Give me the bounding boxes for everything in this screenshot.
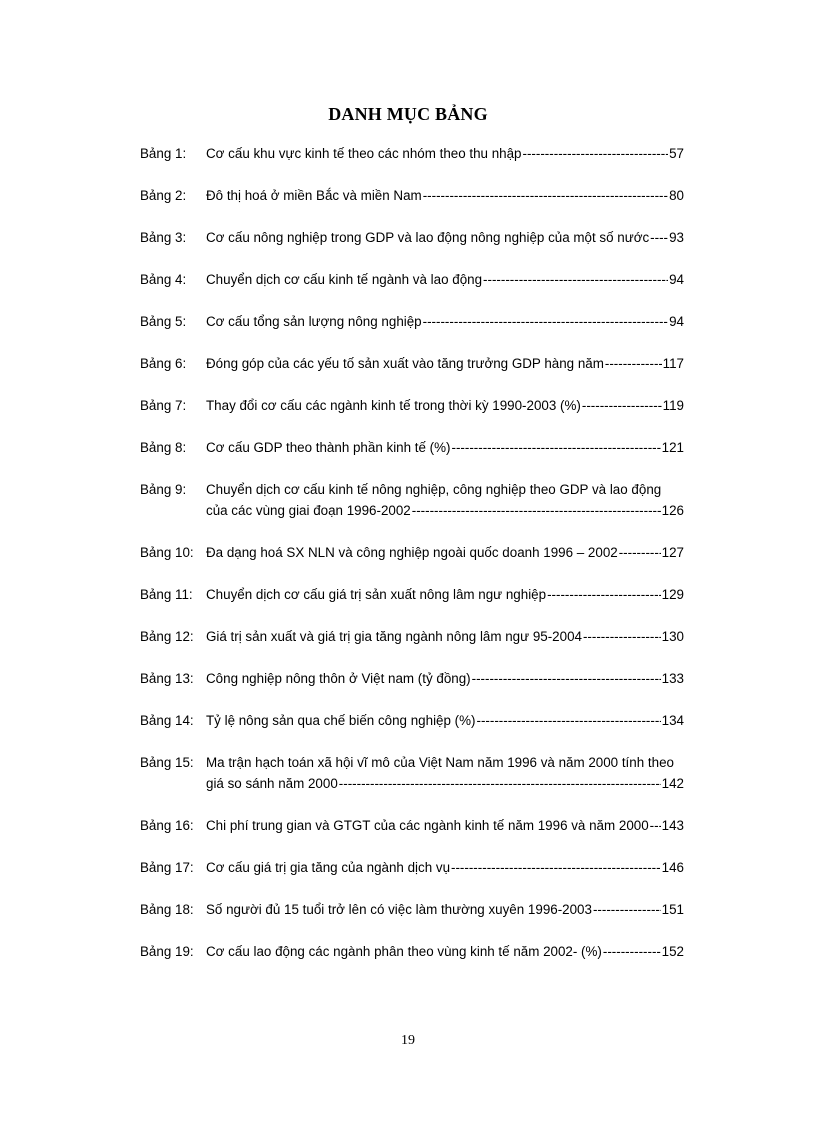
entry-page-number: 119 <box>662 398 684 413</box>
toc-entry[interactable] <box>140 185 684 206</box>
dot-leader <box>547 584 661 605</box>
entry-title: Thay đổi cơ cấu các ngành kinh tế trong thời kỳ 1990-2003 (%) <box>206 398 581 413</box>
entry-page-number: 126 <box>661 503 684 518</box>
dot-leader <box>603 941 661 962</box>
toc-entry[interactable] <box>140 227 684 248</box>
table-of-contents <box>140 143 684 983</box>
entry-label: Bảng 16: <box>140 818 194 833</box>
toc-entry[interactable] <box>140 395 684 416</box>
entry-page-number: 152 <box>661 944 684 959</box>
entry-title-line2: giá so sánh năm 2000 <box>206 776 338 791</box>
entry-page-number: 80 <box>669 188 684 203</box>
dot-leader <box>619 542 661 563</box>
toc-entry[interactable] <box>140 269 684 290</box>
dot-leader <box>582 395 662 416</box>
dot-leader <box>650 227 668 248</box>
entry-label: Bảng 13: <box>140 671 194 686</box>
entry-page-number: 143 <box>661 818 684 833</box>
entry-label: Bảng 8: <box>140 440 187 455</box>
entry-page-number: 133 <box>661 671 684 686</box>
entry-title: Cơ cấu khu vực kinh tế theo các nhóm theo thu nhập <box>206 146 522 161</box>
entry-label: Bảng 14: <box>140 713 194 728</box>
toc-entry[interactable] <box>140 710 684 731</box>
entry-page-number: 127 <box>661 545 684 560</box>
dot-leader <box>650 815 661 836</box>
entry-title: Cơ cấu nông nghiệp trong GDP và lao động nông nghiệp của một số nước <box>206 230 650 245</box>
dot-leader <box>483 269 668 290</box>
toc-entry[interactable] <box>140 941 684 962</box>
entry-title: Tỷ lệ nông sản qua chế biến công nghiệp (%) <box>206 713 476 728</box>
page-number: 19 <box>401 1033 415 1048</box>
page-title: DANH MỤC BẢNG <box>328 104 488 124</box>
toc-entry[interactable] <box>140 752 684 794</box>
toc-entry[interactable] <box>140 437 684 458</box>
dot-leader <box>339 773 661 794</box>
entry-title: Cơ cấu tổng sản lượng nông nghiệp <box>206 314 422 329</box>
entry-label: Bảng 17: <box>140 860 194 875</box>
toc-entry[interactable] <box>140 353 684 374</box>
entry-page-number: 142 <box>661 776 684 791</box>
entry-title: Đóng góp của các yếu tố sản xuất vào tăng trưởng GDP hàng năm <box>206 356 604 371</box>
dot-leader <box>423 311 668 332</box>
dot-leader <box>583 626 661 647</box>
entry-page-number: 94 <box>669 314 684 329</box>
entry-label: Bảng 7: <box>140 398 187 413</box>
entry-page-number: 121 <box>661 440 684 455</box>
entry-title: Cơ cấu giá trị gia tăng của ngành dịch vụ <box>206 860 451 875</box>
entry-title: Công nghiệp nông thôn ở Việt nam (tỷ đồng) <box>206 671 471 686</box>
entry-title: Số người đủ 15 tuổi trở lên có việc làm thường xuyên 1996-2003 <box>206 902 592 917</box>
toc-entry[interactable] <box>140 899 684 920</box>
entry-label: Bảng 12: <box>140 629 194 644</box>
entry-page-number: 93 <box>669 230 684 245</box>
entry-title: Cơ cấu lao động các ngành phân theo vùng kinh tế năm 2002- (%) <box>206 944 602 959</box>
toc-entry[interactable] <box>140 584 684 605</box>
dot-leader <box>452 437 661 458</box>
entry-title: Chi phí trung gian và GTGT của các ngành kinh tế năm 1996 và năm 2000 <box>206 818 649 833</box>
toc-entry[interactable] <box>140 542 684 563</box>
entry-title: Chuyển dịch cơ cấu kinh tế ngành và lao động <box>206 272 483 287</box>
dot-leader <box>412 500 661 521</box>
entry-label: Bảng 3: <box>140 230 187 245</box>
entry-label: Bảng 6: <box>140 356 187 371</box>
toc-entry[interactable] <box>140 311 684 332</box>
entry-page-number: 117 <box>662 356 684 371</box>
toc-entry[interactable] <box>140 479 684 521</box>
entry-page-number: 134 <box>661 713 684 728</box>
entry-page-number: 130 <box>661 629 684 644</box>
entry-title: Đa dạng hoá SX NLN và công nghiệp ngoài quốc doanh 1996 – 2002 <box>206 545 618 560</box>
entry-label: Bảng 5: <box>140 314 187 329</box>
dot-leader <box>451 857 661 878</box>
toc-entry[interactable] <box>140 668 684 689</box>
entry-label: Bảng 15: <box>140 755 194 770</box>
entry-label: Bảng 1: <box>140 146 187 161</box>
dot-leader <box>423 185 668 206</box>
entry-title-line1: Chuyển dịch cơ cấu kinh tế nông nghiệp, công nghiệp theo GDP và lao động <box>206 482 662 497</box>
entry-label: Bảng 10: <box>140 545 194 560</box>
entry-title: Đô thị hoá ở miền Bắc và miền Nam <box>206 188 422 203</box>
entry-label: Bảng 2: <box>140 188 187 203</box>
entry-page-number: 146 <box>661 860 684 875</box>
entry-label: Bảng 9: <box>140 482 187 497</box>
entry-title: Cơ cấu GDP theo thành phần kinh tế (%) <box>206 440 451 455</box>
dot-leader <box>593 899 661 920</box>
dot-leader <box>472 668 661 689</box>
entry-page-number: 129 <box>661 587 684 602</box>
entry-label: Bảng 11: <box>140 587 193 602</box>
entry-page-number: 151 <box>661 902 684 917</box>
dot-leader <box>476 710 660 731</box>
entry-label: Bảng 18: <box>140 902 194 917</box>
entry-page-number: 94 <box>669 272 684 287</box>
entry-title: Chuyển dịch cơ cấu giá trị sản xuất nông lâm ngư nghiệp <box>206 587 547 602</box>
entry-title-line2: của các vùng giai đoạn 1996-2002 <box>206 503 411 518</box>
dot-leader <box>605 353 662 374</box>
toc-entry[interactable] <box>140 143 684 164</box>
toc-entry[interactable] <box>140 626 684 647</box>
dot-leader <box>523 143 669 164</box>
entry-title: Giá trị sản xuất và giá trị gia tăng ngành nông lâm ngư 95-2004 <box>206 629 582 644</box>
entry-title-line1: Ma trận hạch toán xã hội vĩ mô của Việt Nam năm 1996 và năm 2000 tính theo <box>206 755 674 770</box>
entry-label: Bảng 4: <box>140 272 187 287</box>
entry-label: Bảng 19: <box>140 944 194 959</box>
entry-page-number: 57 <box>669 146 684 161</box>
toc-entry[interactable] <box>140 815 684 836</box>
toc-entry[interactable] <box>140 857 684 878</box>
